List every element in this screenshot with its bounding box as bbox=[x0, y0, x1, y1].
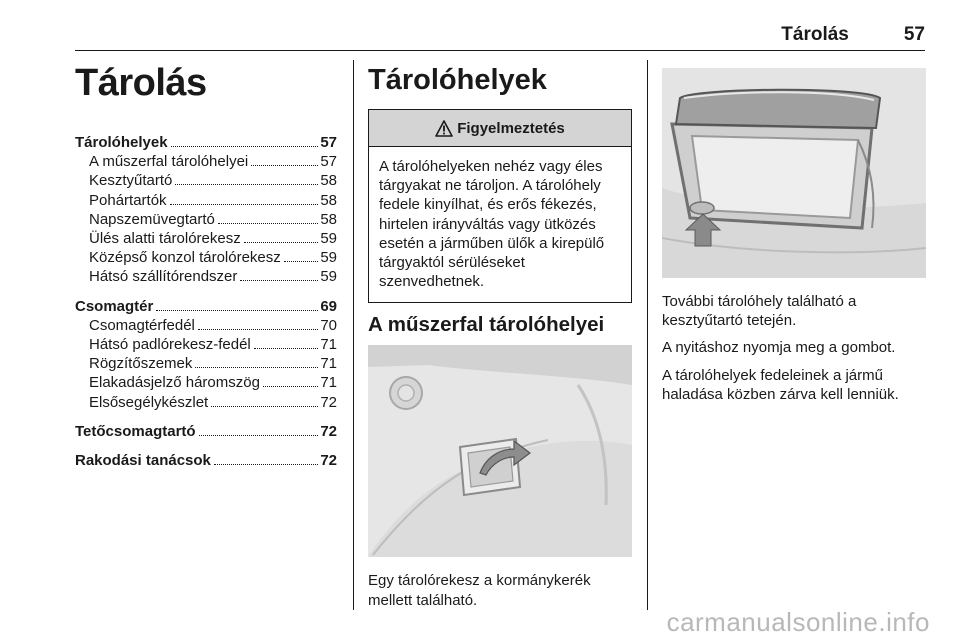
warning-box bbox=[368, 109, 632, 303]
toc-entry-label: Csomagtérfedél bbox=[89, 316, 195, 334]
toc-entry[interactable] bbox=[75, 171, 337, 190]
toc-column bbox=[75, 62, 337, 470]
body-paragraph: A nyitáshoz nyomja meg a gombot. bbox=[662, 339, 896, 357]
toc-entry[interactable] bbox=[75, 354, 337, 373]
toc-entry[interactable] bbox=[75, 229, 337, 248]
toc-entry-label: Napszemüvegtartó bbox=[89, 210, 215, 228]
warning-header bbox=[369, 110, 631, 147]
toc-entry-label: Hátsó szállítórendszer bbox=[89, 268, 238, 286]
toc-entry-page: 72 bbox=[320, 422, 337, 440]
toc-entry-page: 71 bbox=[320, 355, 337, 373]
toc-leader-dots bbox=[156, 310, 318, 311]
table-of-contents bbox=[75, 133, 337, 470]
toc-entry[interactable] bbox=[75, 210, 337, 229]
toc-entry-page: 58 bbox=[320, 191, 337, 209]
toc-entry[interactable] bbox=[75, 335, 337, 354]
toc-entry[interactable] bbox=[75, 316, 337, 335]
toc-entry-page: 58 bbox=[320, 210, 337, 228]
toc-entry[interactable] bbox=[75, 422, 337, 441]
toc-leader-dots bbox=[214, 464, 318, 465]
toc-leader-dots bbox=[170, 204, 319, 205]
toc-entry-label: Középső konzol tárolórekesz bbox=[89, 249, 281, 267]
toc-leader-dots bbox=[263, 386, 318, 387]
toc-entry[interactable] bbox=[75, 373, 337, 392]
figure-dashboard-storage bbox=[368, 345, 632, 557]
watermark: carmanualsonline.info bbox=[666, 607, 930, 637]
body-paragraph: További tárolóhely található a kesztyűtartó tetején. bbox=[662, 293, 857, 330]
toc-leader-dots bbox=[240, 280, 318, 281]
toc-entry-label: Tárolóhelyek bbox=[75, 134, 168, 151]
toc-entry-page: 58 bbox=[320, 172, 337, 190]
toc-entry-label: Csomagtér bbox=[75, 297, 154, 315]
toc-leader-dots bbox=[195, 367, 318, 368]
toc-entry-label: Rakodási tanácsok bbox=[75, 452, 211, 470]
toc-entry[interactable] bbox=[75, 191, 337, 210]
toc-entry-label: A műszerfal tárolóhelyei bbox=[89, 153, 249, 171]
toc-entry-page: 59 bbox=[320, 268, 337, 286]
figure-illustration-2 bbox=[662, 68, 926, 278]
toc-entry-label: Elsősegélykészlet bbox=[89, 393, 209, 411]
toc-entry-page: 69 bbox=[320, 297, 337, 315]
toc-leader-dots bbox=[251, 165, 318, 166]
toc-entry-label: Ülés alatti tárolórekesz bbox=[89, 230, 241, 248]
toc-entry-page: 72 bbox=[320, 393, 337, 411]
subsection-title: A műszerfal tárolóhelyei bbox=[368, 313, 605, 337]
middle-column bbox=[368, 62, 632, 610]
column-divider-right bbox=[647, 60, 648, 610]
toc-entry[interactable] bbox=[75, 152, 337, 171]
warning-text: A tárolóhelyeken nehéz vagy éles tárgyakat ne tároljon. A tárolóhely fedele kinyílhat, és erős fékezés, hirtelen irányváltás vagy ütközés esetén a járműben ülők a kirepülő tárgyaktól sérüléseket szenvedhetnek. bbox=[379, 158, 605, 291]
chapter-title: Tárolás bbox=[75, 62, 207, 104]
warning-triangle-icon bbox=[435, 120, 453, 137]
page-number: 57 bbox=[903, 24, 925, 45]
toc-leader-dots bbox=[254, 348, 319, 349]
header-rule bbox=[75, 50, 925, 51]
toc-entry-label: Tetőcsomagtartó bbox=[75, 422, 196, 440]
column-divider-left bbox=[353, 60, 354, 610]
toc-entry-page: 71 bbox=[320, 336, 337, 354]
toc-leader-dots bbox=[211, 406, 318, 407]
toc-entry-label: Pohártartók bbox=[89, 191, 167, 209]
toc-entry-page: 59 bbox=[320, 249, 337, 267]
toc-leader-dots bbox=[171, 146, 319, 147]
toc-entry-page: 70 bbox=[320, 316, 337, 334]
body-paragraph: A tárolóhelyek fedeleinek a jármű haladása közben zárva kell lenniük. bbox=[662, 366, 899, 403]
figure-glovebox-top-storage bbox=[662, 68, 926, 278]
section-title: Tárolóhelyek bbox=[368, 64, 547, 96]
toc-entry-page: 57 bbox=[320, 134, 337, 151]
toc-leader-dots bbox=[199, 435, 319, 436]
toc-entry-page: 59 bbox=[320, 230, 337, 248]
toc-entry[interactable] bbox=[75, 133, 337, 152]
figure-left-caption: Egy tárolórekesz a kormánykerék mellett található. bbox=[368, 572, 591, 609]
right-column bbox=[662, 68, 926, 412]
toc-entry-label: Elakadásjelző háromszög bbox=[89, 374, 260, 392]
toc-entry[interactable] bbox=[75, 297, 337, 316]
toc-leader-dots bbox=[284, 261, 319, 262]
toc-leader-dots bbox=[244, 242, 319, 243]
toc-entry-label: Hátsó padlórekesz-fedél bbox=[89, 336, 251, 354]
toc-leader-dots bbox=[175, 184, 318, 185]
toc-leader-dots bbox=[218, 223, 318, 224]
running-head-section: Tárolás bbox=[781, 24, 849, 45]
toc-leader-dots bbox=[198, 329, 318, 330]
toc-entry[interactable] bbox=[75, 267, 337, 286]
warning-heading: Figyelmeztetés bbox=[457, 119, 565, 137]
toc-entry[interactable] bbox=[75, 248, 337, 267]
toc-entry-page: 72 bbox=[320, 452, 337, 470]
figure-illustration bbox=[368, 345, 632, 557]
toc-entry-page: 71 bbox=[320, 374, 337, 392]
toc-entry[interactable] bbox=[75, 393, 337, 412]
toc-entry-label: Rögzítőszemek bbox=[89, 355, 193, 373]
running-head bbox=[781, 24, 925, 46]
toc-entry-page: 57 bbox=[320, 153, 337, 171]
toc-entry-label: Kesztyűtartó bbox=[89, 172, 173, 190]
toc-entry[interactable] bbox=[75, 451, 337, 470]
right-paragraphs bbox=[662, 292, 926, 404]
